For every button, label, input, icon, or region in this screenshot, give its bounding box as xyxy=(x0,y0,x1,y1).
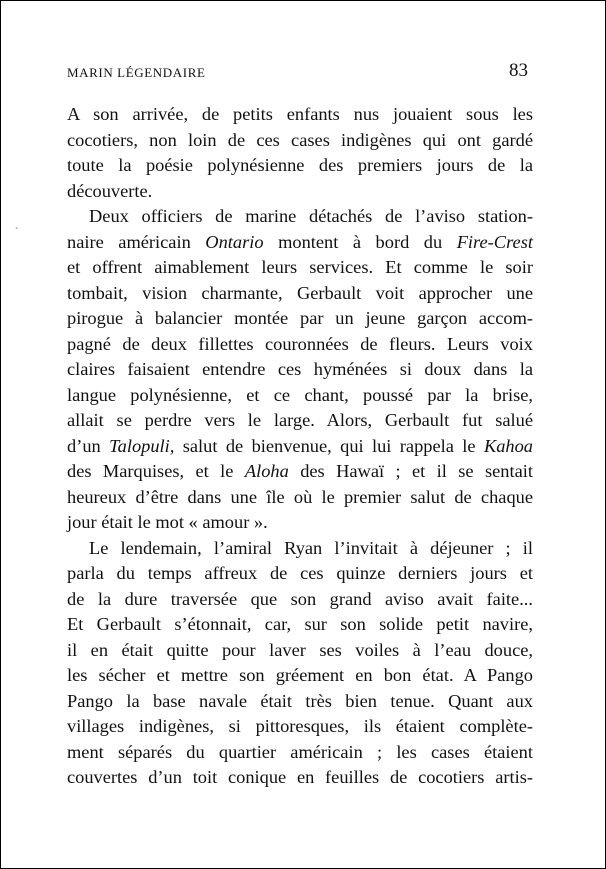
text-run: et offrent aimablement leurs services. Et comme le soir xyxy=(67,257,533,277)
stray-mark: ` xyxy=(15,227,19,238)
text-line xyxy=(67,510,533,536)
text-line xyxy=(67,357,533,383)
body-text xyxy=(67,102,533,791)
text-run: pirogue à balancier montée par un jeune garçon accom- xyxy=(67,308,533,328)
text-run: heureux d’être dans une île où le premier salut de chaque xyxy=(67,486,533,507)
text-run: Et Gerbault s’étonnait, car, sur son solide petit navire, xyxy=(67,614,533,634)
text-line xyxy=(67,485,533,511)
text-run: d’un xyxy=(67,435,110,456)
text-line xyxy=(67,459,533,485)
text-run: montent à bord du xyxy=(263,231,457,252)
text-line xyxy=(67,740,533,766)
text-run: tombait, vision charmante, Gerbault voit approcher une xyxy=(67,282,533,303)
text-run: jour était le mot « amour ». xyxy=(67,512,268,532)
text-line xyxy=(67,714,533,740)
italic-text: Kahoa xyxy=(483,435,533,456)
text-run: claires faisaient entendre ces hyménées si doux dans la xyxy=(67,359,533,379)
text-run: pagné de deux fillettes couronnées de fleurs. Leurs voix xyxy=(67,333,533,354)
italic-text: Fire-Crest xyxy=(456,231,533,252)
text-run: des Marquises, et le xyxy=(67,461,245,481)
text-run: Pango la base navale était très bien tenue. Quant aux xyxy=(67,690,533,711)
text-run: des Hawaï ; et il se sentait xyxy=(288,461,533,481)
italic-text: Aloha xyxy=(244,461,289,481)
text-run: il en était quitte pour laver ses voiles à l’eau douce, xyxy=(67,639,533,660)
text-line xyxy=(67,689,533,715)
text-run: cocotiers, non loin de ces cases indigènes qui ont gardé xyxy=(67,129,533,150)
text-run: allait se perdre vers le large. Alors, Gerbault fut salué xyxy=(67,410,533,430)
text-line xyxy=(67,230,533,256)
italic-text: Ontario xyxy=(205,231,264,252)
text-line xyxy=(67,561,533,587)
text-line xyxy=(67,179,533,205)
text-run: salut de bienvenue, qui lui rappela le xyxy=(174,435,484,456)
text-line xyxy=(67,128,533,154)
text-run: A son arrivée, de petits enfants nus jouaient sous les xyxy=(67,104,533,124)
text-line xyxy=(67,204,533,230)
text-line xyxy=(67,663,533,689)
text-run: découverte. xyxy=(67,180,153,201)
text-line xyxy=(67,306,533,332)
text-line xyxy=(67,765,533,791)
text-run: toute la poésie polynésienne des premiers jours de la xyxy=(67,155,533,175)
running-head: MARIN LÉGENDAIRE xyxy=(67,65,206,80)
text-line xyxy=(67,281,533,307)
text-line xyxy=(67,153,533,179)
text-run: Le lendemain, l’amiral Ryan l’invitait à déjeuner ; il xyxy=(89,537,533,558)
text-line xyxy=(67,587,533,613)
text-line xyxy=(67,332,533,358)
text-line xyxy=(67,612,533,638)
text-run: couvertes d’un toit conique en feuilles de cocotiers artis- xyxy=(67,767,533,787)
text-line xyxy=(67,255,533,281)
text-run: Deux officiers de marine détachés de l’aviso station- xyxy=(89,206,533,226)
text-line xyxy=(67,638,533,664)
text-run: villages indigènes, si pittoresques, ils étaient complète- xyxy=(67,716,533,736)
text-run: naire américain xyxy=(67,231,206,252)
text-run: parla du temps affreux de ces quinze derniers jours et xyxy=(67,563,533,583)
italic-text: Talopuli, xyxy=(109,435,175,456)
text-line xyxy=(67,383,533,409)
page-number: 83 xyxy=(509,60,528,81)
text-run: langue polynésienne, et ce chant, poussé par la brise, xyxy=(67,384,533,405)
text-line xyxy=(67,408,533,434)
text-run: les sécher et mettre son gréement en bon état. A Pango xyxy=(67,665,533,685)
text-line xyxy=(67,434,533,460)
text-line xyxy=(67,536,533,562)
text-line xyxy=(67,102,533,128)
text-run: ment séparés du quartier américain ; les cases étaient xyxy=(67,741,533,762)
text-run: de la dure traversée que son grand aviso avait faite... xyxy=(67,588,533,609)
